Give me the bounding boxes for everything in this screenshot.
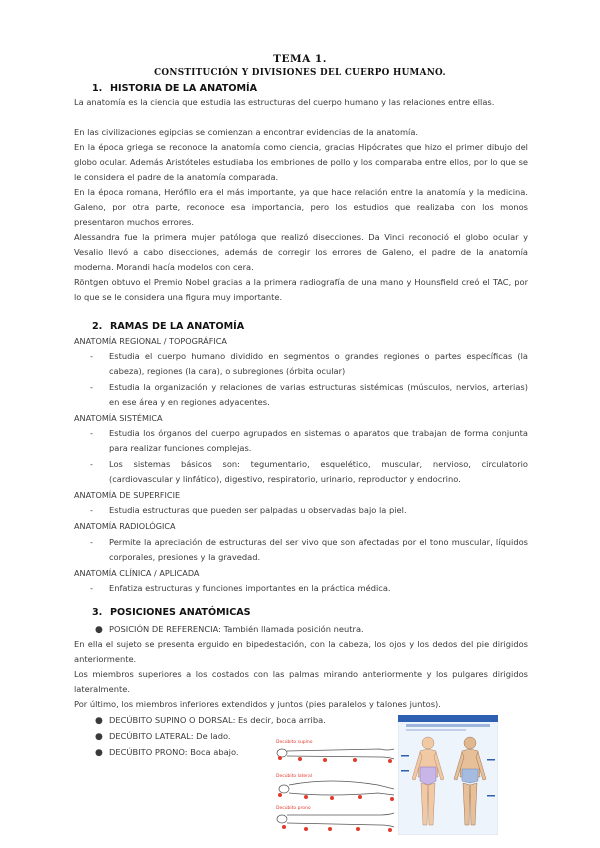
paragraph: En ella el sujeto se presenta erguido en bipedestación, con la cabeza, los ojos y los dedos del pie dirigidos anteriormente. xyxy=(74,639,528,664)
anatomical-position-poster xyxy=(398,715,498,835)
paragraph: Por último, los miembros inferiores extendidos y juntos (pies paralelos y talones juntos). xyxy=(74,699,441,709)
paragraph: En la época griega se reconoce la anatomía como ciencia, gracias Hipócrates que hizo el primer dibujo del globo ocular. Además Aristóteles estudiaba los embriones de pollo y los comparaba entre ellos, por lo que se le considera el padre de la anatomía comparada. xyxy=(74,142,528,182)
decubitus-supine-label: Decúbito supino xyxy=(276,740,313,745)
bullet-dot-icon: ● xyxy=(95,732,103,742)
bullet-text: DECÚBITO SUPINO O DORSAL: Es decir, boca arriba. xyxy=(109,715,326,725)
list-item: - Estudia los órganos del cuerpo agrupados en sistemas o aparatos que trabajan de forma conjunta para realizar funciones complejas. xyxy=(109,426,528,456)
position-bullet xyxy=(95,713,326,729)
list-item: - Estudia la organización y relaciones de varias estructuras sistémicas (músculos, nervios, arterias) en ese área y en regiones adyacentes. xyxy=(109,380,528,410)
section-3-number: 3. xyxy=(92,607,103,618)
list-item: - Estudia el cuerpo humano dividido en segmentos o grandes regiones o partes específicas (la cabeza), regiones (la cara), o subregiones (órbita ocular) xyxy=(109,349,528,379)
bullet-text: DECÚBITO PRONO: Boca abajo. xyxy=(109,747,239,757)
bullet-dot-icon: ● xyxy=(95,716,103,726)
list-item: - Enfatiza estructuras y funciones importantes en la práctica médica. xyxy=(109,581,528,596)
paragraph: Röntgen obtuvo el Premio Nobel gracias a la primera radiografía de una mano y Hounsfield creó el TAC, por lo que se le considera una figura muy importante. xyxy=(74,277,528,302)
section-3-heading xyxy=(92,607,251,618)
decubitus-positions-figure xyxy=(270,733,410,835)
section-1-title: HISTORIA DE LA ANATOMÍA xyxy=(110,83,258,94)
bullet-text: DECÚBITO LATERAL: De lado. xyxy=(109,731,231,741)
section-3-title: POSICIONES ANATÓMICAS xyxy=(110,607,251,618)
branch-label: ANATOMÍA SISTÉMICA xyxy=(74,413,163,423)
section-1-heading xyxy=(92,83,257,94)
poster-header-bar xyxy=(398,715,498,722)
section-1-number: 1. xyxy=(92,83,103,94)
paragraph: Los miembros superiores a los costados con las palmas mirando anteriormente y los pulgares dirigidos lateralmente. xyxy=(74,669,528,694)
document-title: TEMA 1. xyxy=(273,53,327,65)
branch-label: ANATOMÍA CLÍNICA / APLICADA xyxy=(74,568,200,578)
reference-position-bullet xyxy=(95,622,364,638)
section-2-title: RAMAS DE LA ANATOMÍA xyxy=(110,321,245,332)
bullet-dot-icon: ● xyxy=(95,748,103,758)
paragraph: Alessandra fue la primera mujer patóloga que realizó disecciones. Da Vinci reconoció el globo ocular y Vesalio llevó a cabo disecciones, además de corregir los errores de Galeno, el padre de la anatomía moderna. Morandi hacía modelos con cera. xyxy=(74,232,528,272)
list-item: - Permite la apreciación de estructuras del ser vivo que son afectadas por el tono muscular, líquidos corporales, presiones y la gravedad. xyxy=(109,535,528,565)
document-subtitle: CONSTITUCIÓN Y DIVISIONES DEL CUERPO HUMANO. xyxy=(154,68,446,78)
bullet-text: POSICIÓN DE REFERENCIA: También llamada posición neutra. xyxy=(109,624,364,634)
section-2-heading xyxy=(92,321,244,332)
paragraph: En la época romana, Herófilo era el más importante, ya que hace relación entre la anatomía y la medicina. Galeno, por otra parte, reconoce esa importancia, pero los estudios que realizaba con los monos presentaron muchos errores. xyxy=(74,187,528,227)
position-bullet xyxy=(95,745,239,761)
paragraph: En las civilizaciones egipcias se comienzan a encontrar evidencias de la anatomía. xyxy=(74,127,419,137)
position-bullet xyxy=(95,729,231,745)
list-item: - Estudia estructuras que pueden ser palpadas u observadas bajo la piel. xyxy=(109,503,528,518)
branch-label: ANATOMÍA RADIOLÓGICA xyxy=(74,521,176,531)
decubitus-lateral-label: Decúbito lateral xyxy=(276,774,313,779)
paragraph: La anatomía es la ciencia que estudia las estructuras del cuerpo humano y las relaciones entre ellas. xyxy=(74,97,495,107)
decubitus-prone-label: Decúbito prono xyxy=(276,806,311,811)
branch-label: ANATOMÍA REGIONAL / TOPOGRÁFICA xyxy=(74,336,227,346)
section-2-number: 2. xyxy=(92,321,103,332)
branch-label: ANATOMÍA DE SUPERFICIE xyxy=(74,490,181,500)
list-item: - Los sistemas básicos son: tegumentario, esquelético, muscular, nervioso, circulatorio (cardiovascular y linfático), digestivo, respiratorio, urinario, reproductor y endocrino. xyxy=(109,457,528,487)
bullet-dot-icon: ● xyxy=(95,625,103,635)
